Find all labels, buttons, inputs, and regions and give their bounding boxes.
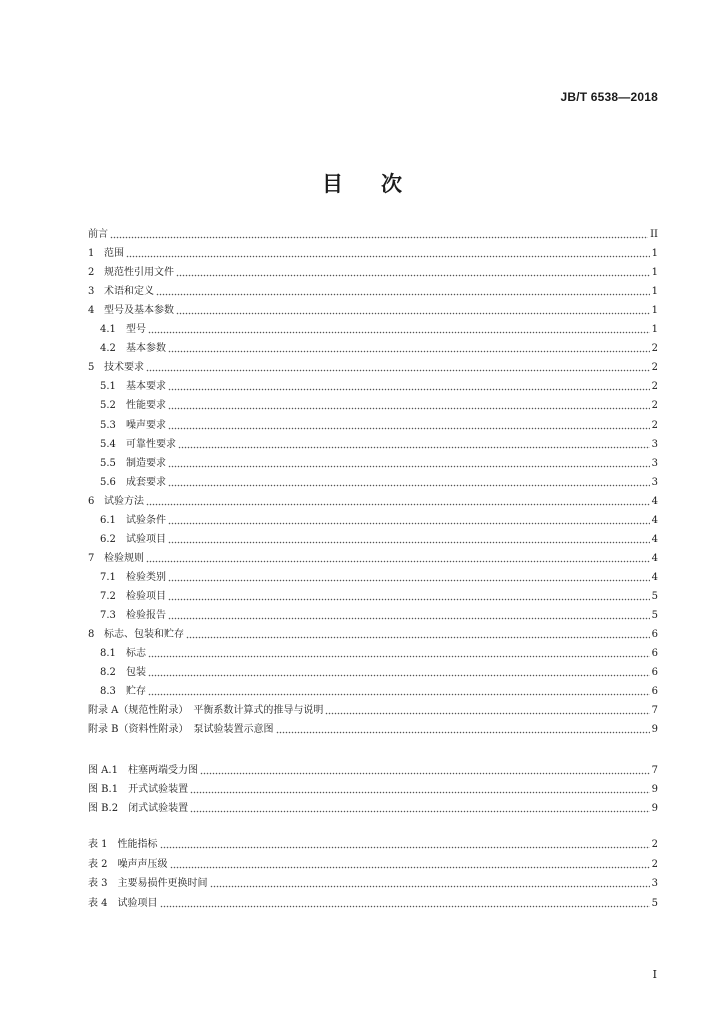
toc-entry-number: 2 <box>88 267 95 279</box>
toc-entry[interactable] <box>100 607 658 623</box>
toc-entry[interactable] <box>88 762 658 778</box>
toc-entry-number: 3 <box>88 286 95 298</box>
toc-entry-page: 6 <box>651 686 658 698</box>
toc-entry[interactable] <box>100 321 658 337</box>
toc-entry-number: 5.6 <box>100 476 116 488</box>
dot-leader <box>148 693 650 696</box>
toc-entry-label: 表 2 噪声声压级 <box>88 858 168 870</box>
dot-leader <box>168 350 650 353</box>
toc-entry[interactable] <box>88 359 658 375</box>
dot-leader <box>146 560 650 563</box>
dot-leader <box>156 293 650 296</box>
toc-entry-page: 7 <box>651 765 658 776</box>
toc-entry-label: 性能要求 <box>126 400 166 412</box>
toc-entry-page: 4 <box>651 571 658 583</box>
document-code: JB/T 6538—2018 <box>560 90 658 104</box>
toc-entry-number: 5.5 <box>100 457 116 469</box>
toc-entry[interactable] <box>100 436 658 452</box>
toc-entry[interactable] <box>100 512 658 528</box>
toc-entry-page: 4 <box>651 533 658 545</box>
toc-entry-label: 基本要求 <box>126 381 166 393</box>
toc-entry[interactable] <box>100 378 658 394</box>
toc-entry-page: 3 <box>651 438 658 450</box>
dot-leader <box>148 331 650 334</box>
toc-entry-label: 试验方法 <box>104 495 144 507</box>
toc-entry-number: 5.1 <box>100 381 116 393</box>
toc-entry-label: 表 4 试验项目 <box>88 897 158 909</box>
toc-entry[interactable] <box>88 245 658 261</box>
toc-entry-page: 4 <box>651 552 658 564</box>
toc-entry[interactable] <box>88 721 658 737</box>
toc-entry[interactable] <box>88 800 658 816</box>
page-title <box>0 168 724 198</box>
dot-leader <box>168 541 650 544</box>
toc-entry[interactable] <box>88 781 658 797</box>
dot-leader <box>160 905 650 908</box>
toc-entry-label: 基本参数 <box>126 343 166 355</box>
toc-entry-number: 5.2 <box>100 400 116 412</box>
toc-entry-page: 5 <box>651 610 658 621</box>
toc-entry[interactable] <box>100 474 658 490</box>
toc-entry-label: 技术要求 <box>104 362 144 374</box>
toc-entry-label: 可靠性要求 <box>126 438 176 450</box>
toc-entry-page: 9 <box>651 803 658 814</box>
toc-entry-page: 3 <box>651 457 658 469</box>
dot-leader <box>168 579 650 582</box>
toc-entry[interactable] <box>88 836 658 852</box>
dot-leader <box>170 866 650 869</box>
dot-leader <box>276 731 650 734</box>
toc-entry-number: 8.2 <box>100 667 116 679</box>
toc-entry-number: 4.1 <box>100 324 116 336</box>
dot-leader <box>186 636 650 639</box>
toc-entry-number: 5 <box>88 362 95 374</box>
toc-entry[interactable] <box>88 856 658 872</box>
toc-entry-label: 图 B.1 开式试验装置 <box>88 784 189 795</box>
toc-entry-number: 5.3 <box>100 419 116 431</box>
toc-entry-label: 检验类别 <box>126 571 166 583</box>
toc-entry-page: 1 <box>651 267 658 279</box>
toc-entry-label: 标志、包装和贮存 <box>104 629 184 641</box>
dot-leader <box>176 274 650 277</box>
toc-entry-number: 1 <box>88 248 95 260</box>
toc-entry-page: 4 <box>651 514 658 526</box>
dot-leader <box>176 312 650 315</box>
toc-entry[interactable] <box>100 531 658 547</box>
toc-entry[interactable] <box>88 493 658 509</box>
dot-leader <box>168 465 650 468</box>
toc-entry-label: 噪声要求 <box>126 419 166 431</box>
toc-entry-number: 8.3 <box>100 686 116 698</box>
toc-entry-number: 5.4 <box>100 438 116 450</box>
toc-entry-label: 成套要求 <box>126 476 166 488</box>
toc-entry-page: 1 <box>651 305 658 317</box>
toc-entry-label: 制造要求 <box>126 457 166 469</box>
toc-entry[interactable] <box>100 397 658 413</box>
dot-leader <box>325 712 649 715</box>
toc-entry-number: 6.1 <box>100 514 116 526</box>
toc-entry-label: 型号及基本参数 <box>104 305 174 317</box>
toc-entry[interactable] <box>100 664 658 680</box>
toc-entry-page: 2 <box>651 858 658 870</box>
toc-entry-page: 6 <box>651 629 658 641</box>
toc-entry[interactable] <box>100 645 658 661</box>
dot-leader <box>160 846 650 849</box>
dot-leader <box>146 503 650 506</box>
toc-entry-label: 型号 <box>126 324 146 336</box>
toc-entry[interactable] <box>100 588 658 604</box>
toc-entry[interactable] <box>88 226 658 242</box>
toc-entry-page: 1 <box>651 248 658 260</box>
toc-entry-number: 8.1 <box>100 648 116 660</box>
dot-leader <box>190 810 650 813</box>
dot-leader <box>190 791 650 794</box>
toc-entry-number: 7.2 <box>100 590 116 602</box>
title-char-2: 次 <box>381 172 402 196</box>
toc-entry[interactable] <box>88 875 658 891</box>
toc-entry-label: 前言 <box>88 229 108 240</box>
toc-entry-page: 6 <box>651 667 658 679</box>
toc-entry-page: II <box>650 229 658 240</box>
toc-entry-page: 7 <box>651 705 658 717</box>
toc-entry-number: 4.2 <box>100 343 116 355</box>
toc-entry[interactable] <box>88 895 658 911</box>
dot-leader <box>168 427 650 430</box>
toc-entry-number: 6.2 <box>100 533 116 545</box>
toc-entry-page: 5 <box>651 897 658 909</box>
toc-entry-label: 试验条件 <box>126 514 166 526</box>
dot-leader <box>110 236 648 239</box>
dot-leader <box>168 522 650 525</box>
toc-entry-label: 检验规则 <box>104 552 144 564</box>
dot-leader <box>200 772 650 775</box>
toc-entry-label: 术语和定义 <box>104 286 154 298</box>
toc-entry-page: 6 <box>651 648 658 660</box>
toc-entry[interactable] <box>88 283 658 299</box>
title-char-1: 目 <box>322 172 343 196</box>
toc-entry[interactable] <box>88 702 658 718</box>
toc-entry-label: 规范性引用文件 <box>104 267 174 279</box>
dot-leader <box>168 484 650 487</box>
toc-entry-number: 7 <box>88 552 95 564</box>
toc-entry[interactable] <box>100 455 658 471</box>
toc-entry[interactable] <box>100 569 658 585</box>
toc-entry-label: 贮存 <box>126 686 146 698</box>
toc-entry-label: 包装 <box>126 667 146 679</box>
toc-entry-page: 1 <box>651 286 658 298</box>
dot-leader <box>146 369 650 372</box>
toc-entry-page: 4 <box>651 495 658 507</box>
toc-entry-label: 图 B.2 闭式试验装置 <box>88 803 189 814</box>
toc-entry-label: 表 3 主要易损件更换时间 <box>88 878 208 889</box>
toc-entry-number: 8 <box>88 629 95 641</box>
dot-leader <box>178 446 650 449</box>
toc-entry-label: 图 A.1 柱塞两端受力图 <box>88 765 198 776</box>
dot-leader <box>168 407 650 410</box>
toc-entry-page: 2 <box>651 362 658 374</box>
toc-entry-page: 3 <box>651 476 658 488</box>
toc-entry-number: 7.1 <box>100 571 116 583</box>
toc-entry-label: 标志 <box>126 648 146 660</box>
toc-entry[interactable] <box>100 417 658 433</box>
toc-entry-page: 9 <box>651 784 658 795</box>
toc-entry[interactable] <box>88 264 658 280</box>
dot-leader <box>148 655 650 658</box>
toc-entry-label: 范围 <box>104 248 124 260</box>
toc-entry-label: 检验报告 <box>126 610 166 621</box>
toc-entry[interactable] <box>88 302 658 318</box>
dot-leader <box>168 617 650 620</box>
toc-entry-page: 2 <box>651 343 658 355</box>
toc-entry-number: 6 <box>88 495 95 507</box>
toc-entry-number: 7.3 <box>100 610 116 621</box>
toc-entry-label: 附录 B（资料性附录） 泵试验装置示意图 <box>88 724 274 736</box>
dot-leader <box>168 598 650 601</box>
page-number: I <box>652 968 657 981</box>
toc-entry-label: 表 1 性能指标 <box>88 839 158 850</box>
dot-leader <box>210 885 650 888</box>
toc-entry-label: 检验项目 <box>126 590 166 602</box>
toc-entry[interactable] <box>100 683 658 699</box>
toc-entry-page: 2 <box>651 381 658 393</box>
toc-entry-label: 附录 A（规范性附录） 平衡系数计算式的推导与说明 <box>88 705 324 717</box>
toc-entry[interactable] <box>100 340 658 356</box>
toc-entry-page: 2 <box>651 419 658 431</box>
toc-entry-page: 9 <box>651 724 658 736</box>
dot-leader <box>126 255 650 258</box>
toc-entry-number: 4 <box>88 305 95 317</box>
toc-entry-page: 1 <box>651 324 658 336</box>
toc-entry-page: 2 <box>651 839 658 850</box>
toc-entry[interactable] <box>88 626 658 642</box>
toc-entry-page: 5 <box>651 590 658 602</box>
dot-leader <box>168 388 650 391</box>
toc-entry-label: 试验项目 <box>126 533 166 545</box>
toc-entry-page: 2 <box>651 400 658 412</box>
toc-entry-page: 3 <box>651 878 658 889</box>
toc-entry[interactable] <box>88 550 658 566</box>
dot-leader <box>148 674 650 677</box>
